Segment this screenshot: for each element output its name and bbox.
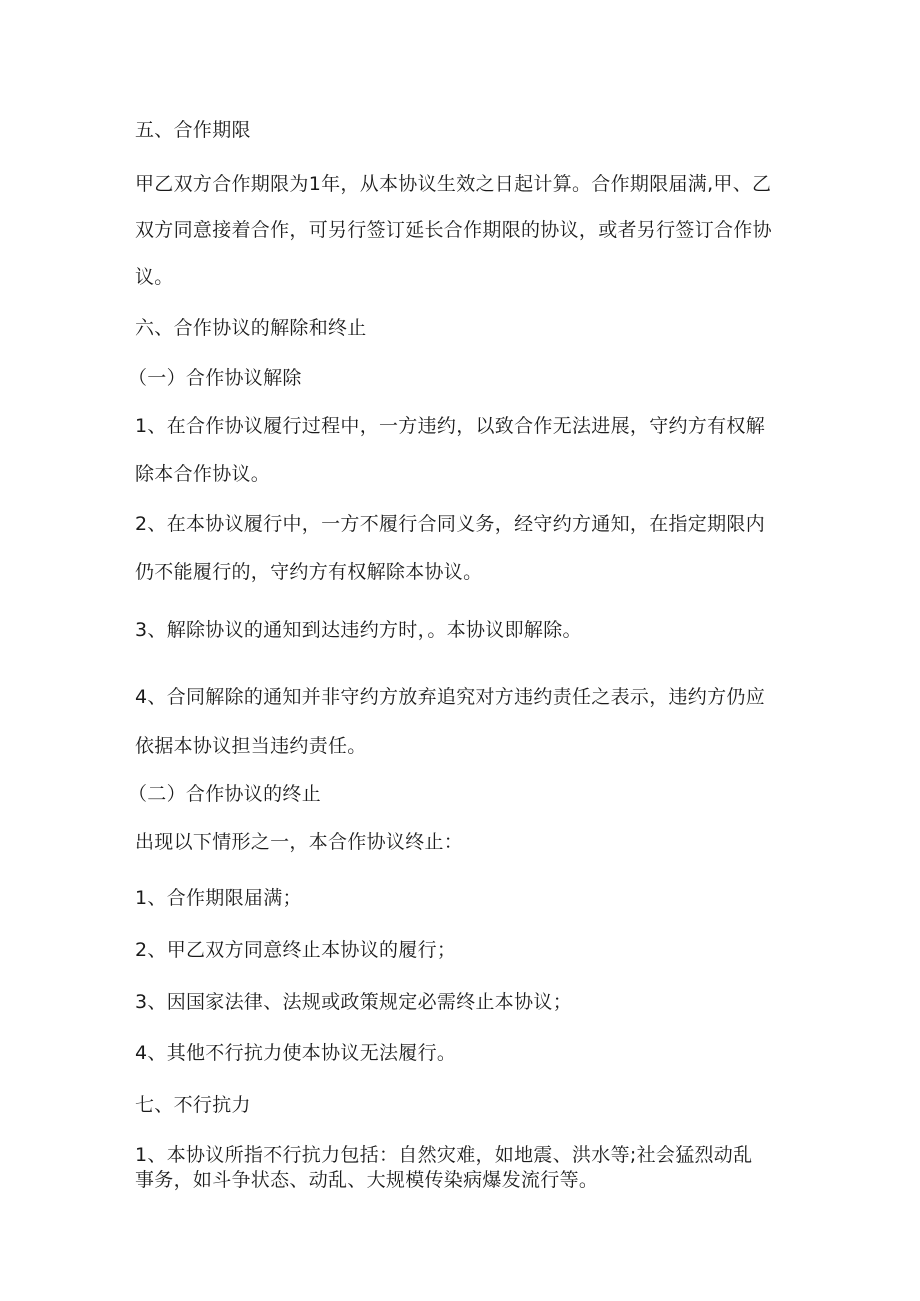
list-item-line: 依据本协议担当违约责任。 xyxy=(135,735,367,757)
list-item-line: 2、甲乙双方同意终止本协议的履行； xyxy=(135,939,457,961)
paragraph-line: 议。 xyxy=(135,266,174,288)
section-heading-force-majeure: 七、不行抗力 xyxy=(135,1094,251,1116)
list-item-line: 仍不能履行的，守约方有权解除本协议。 xyxy=(135,561,483,583)
list-item-line: 1、合作期限届满； xyxy=(135,887,302,909)
section-heading-cooperation-term: 五、合作期限 xyxy=(135,119,251,141)
list-item-line: 除本合作协议。 xyxy=(135,463,271,485)
paragraph-line: 出现以下情形之一，本合作协议终止： xyxy=(135,831,464,853)
list-item-line: 3、因国家法律、法规或政策规定必需终止本协议； xyxy=(135,991,572,1013)
subsection-heading-rescission: （一）合作协议解除 xyxy=(128,367,302,389)
section-heading-termination: 六、合作协议的解除和终止 xyxy=(135,317,367,339)
paragraph-line: 双方同意接着合作，可另行签订延长合作期限的协议，或者另行签订合作协 xyxy=(135,219,772,241)
list-item-line: 1、在合作协议履行过程中，一方违约，以致合作无法进展，守约方有权解 xyxy=(135,415,765,437)
subsection-heading-termination: （二）合作协议的终止 xyxy=(128,783,322,805)
list-item-line: 事务，如斗争状态、动乱、大规模传染病爆发流行等。 xyxy=(135,1169,599,1191)
list-item-line: 4、其他不行抗力使本协议无法履行。 xyxy=(135,1042,457,1064)
paragraph-line: 甲乙双方合作期限为1年，从本协议生效之日起计算。合作期限届满,甲、乙 xyxy=(135,173,772,195)
list-item-line: 1、本协议所指不行抗力包括：自然灾难，如地震、洪水等;社会猛烈动乱 xyxy=(135,1144,753,1166)
list-item-line: 4、合同解除的通知并非守约方放弃追究对方违约责任之表示，违约方仍应 xyxy=(135,686,765,708)
list-item-line: 3、解除协议的通知到达违约方时，。本协议即解除。 xyxy=(135,619,582,641)
list-item-line: 2、在本协议履行中，一方不履行合同义务，经守约方通知，在指定期限内 xyxy=(135,513,765,535)
